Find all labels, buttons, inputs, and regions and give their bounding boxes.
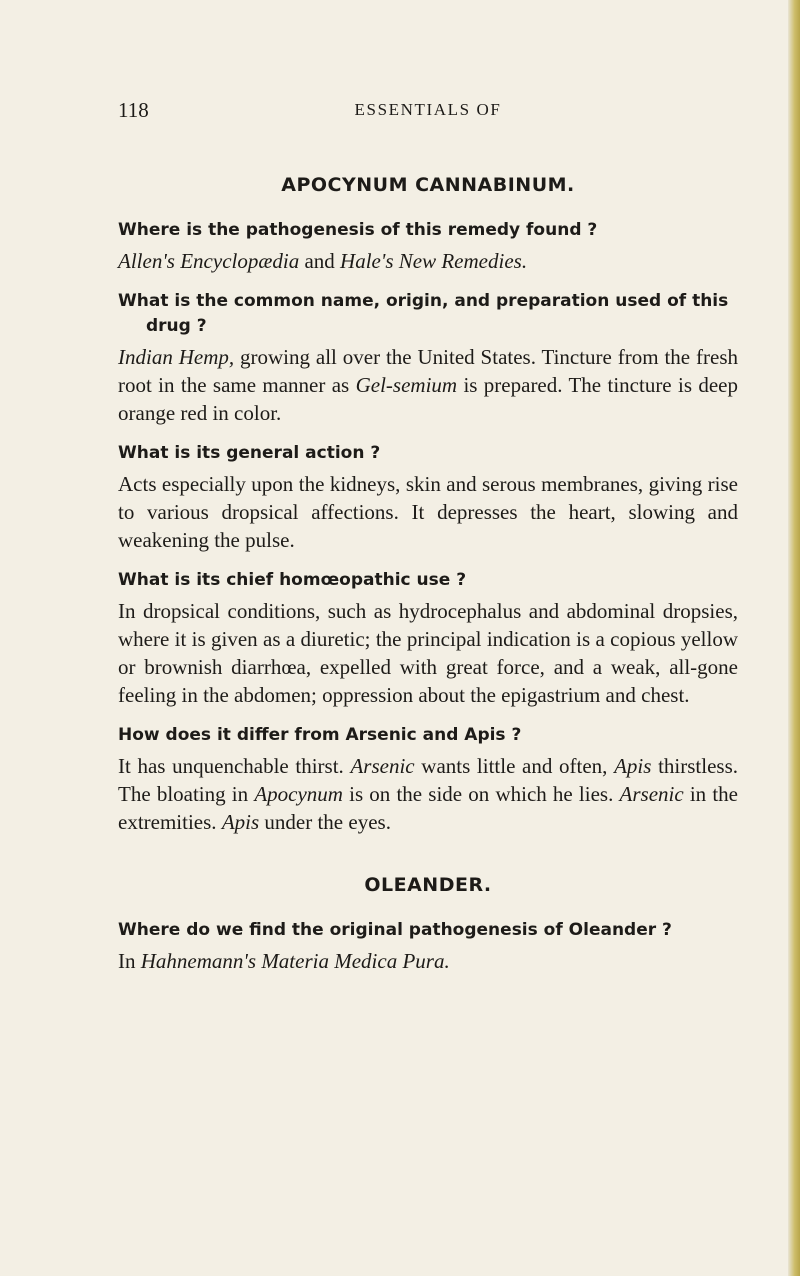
qa-item [118, 723, 738, 836]
page-number: 118 [118, 98, 149, 122]
answer [118, 597, 738, 709]
answer-span: wants little and often, [414, 754, 615, 778]
section-oleander [118, 874, 738, 975]
answer-span: Acts especially upon the kidneys, skin and serous membranes, giving rise to various dropsical affections. It depresses the heart, slowing and weakening the pulse. [118, 472, 738, 552]
answer-span: It has unquenchable thirst. [118, 754, 351, 778]
answer-span: under the eyes. [259, 810, 391, 834]
answer [118, 947, 738, 975]
answer-span: thirstless. The bloating in [118, 754, 739, 806]
answer-span: is on the side on which he lies. [342, 782, 620, 806]
running-head [118, 98, 738, 126]
answer-span: and [299, 249, 341, 273]
page-edge [788, 0, 800, 1276]
qa-item [118, 568, 738, 709]
running-title: ESSENTIALS OF [354, 100, 502, 119]
answer-span: In [118, 949, 141, 973]
answer-span: Hahnemann's Materia Medica Pura. [140, 949, 450, 973]
section-apocynum [118, 174, 738, 836]
qa-item [118, 918, 738, 975]
answer-span: Apis [221, 810, 260, 834]
answer [118, 343, 738, 427]
qa-item [118, 441, 738, 554]
answer-span: in the extremities. [118, 782, 738, 834]
question: What is its chief homœopathic use ? [118, 570, 467, 590]
answer-span: Hale's New Remedies. [340, 249, 528, 273]
answer-span: Apis [614, 754, 652, 778]
question: What is the common name, origin, and preparation used of this drug ? [118, 291, 729, 336]
answer-span: Arsenic [619, 782, 684, 806]
answer [118, 470, 738, 554]
answer [118, 752, 738, 836]
answer-span: Gel-semium [355, 373, 458, 397]
section-title: APOCYNUM CANNABINUM. [281, 174, 575, 196]
qa-item [118, 289, 738, 427]
answer [118, 247, 738, 275]
answer-span: Arsenic [350, 754, 415, 778]
question: What is its general action ? [118, 443, 381, 463]
question: Where is the pathogenesis of this remedy found ? [118, 220, 598, 240]
answer-span: Apocynum [254, 782, 343, 806]
section-title: OLEANDER. [364, 874, 492, 896]
question: How does it differ from Arsenic and Apis ? [118, 725, 522, 745]
question: Where do we find the original pathogenesis of Oleander ? [118, 920, 672, 940]
book-page [118, 98, 738, 989]
answer-span: In dropsical conditions, such as hydrocephalus and abdominal dropsies, where it is given as a diuretic; the principal indication is a copious yellow or brownish diarrhœa, expelled with great force, and a weak, all-gone feeling in the abdomen; oppression about the epigastrium and chest. [118, 599, 738, 707]
answer-span: is prepared. The tincture is deep orange red in color. [118, 373, 738, 425]
answer-span: Allen's Encyclopædia [118, 249, 300, 273]
qa-item [118, 218, 738, 275]
answer-span: growing all over the United States. Tincture from the fresh root in the same manner as [118, 345, 738, 397]
answer-span: Indian Hemp, [118, 345, 235, 369]
